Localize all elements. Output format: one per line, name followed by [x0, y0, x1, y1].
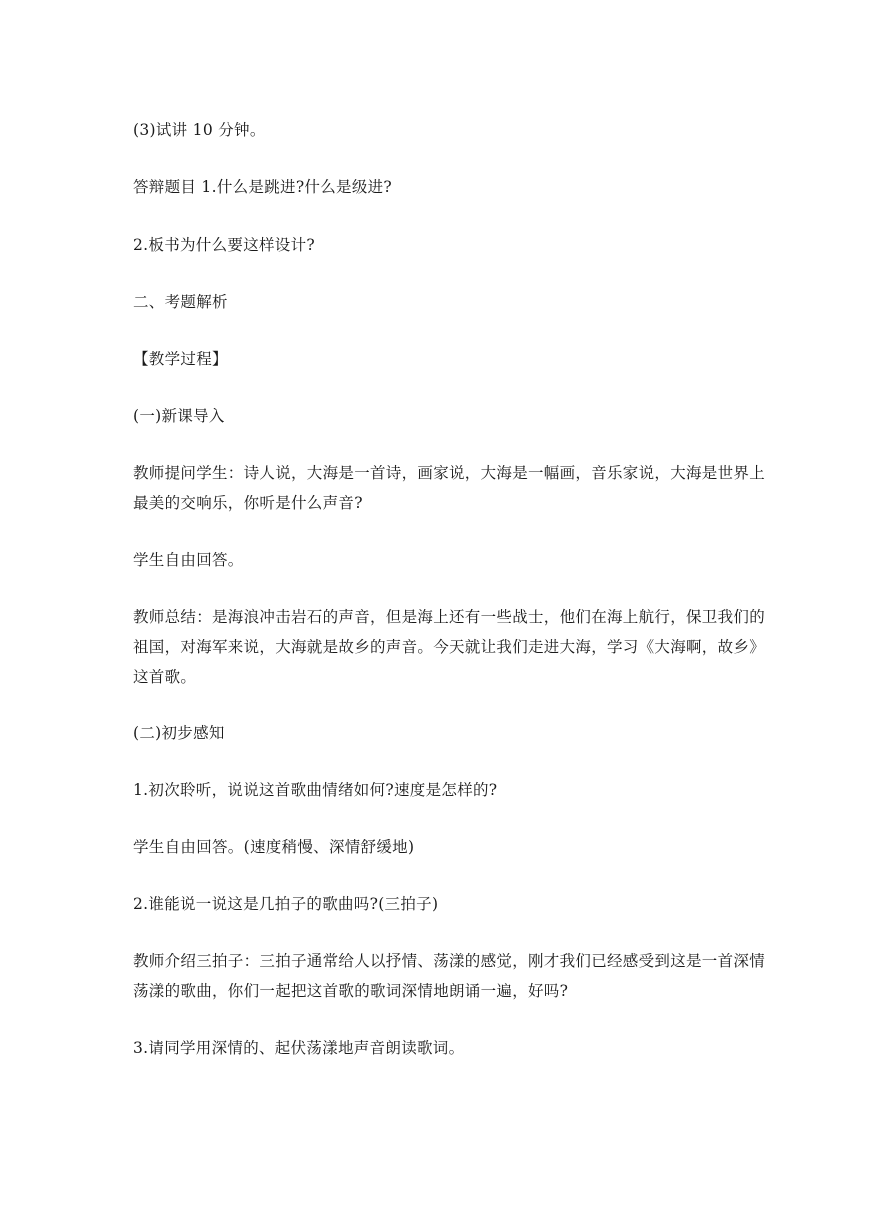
text-line: 【教学过程】	[133, 350, 228, 368]
subheading-initial-perception	[133, 718, 743, 748]
text-line: 最美的交响乐，你听是什么声音?	[133, 494, 363, 512]
text-line: 教师总结：是海浪冲击岩石的声音，但是海上还有一些战士，他们在海上航行，保卫我们的	[133, 608, 766, 626]
paragraph-meter-question	[133, 889, 743, 919]
text-line: 3.请同学用深情的、起伏荡漾地声音朗读歌词。	[133, 1039, 465, 1057]
section-heading-analysis	[133, 287, 743, 317]
text-line: 教师介绍三拍子：三拍子通常给人以抒情、荡漾的感觉，刚才我们已经感受到这是一首深情	[133, 952, 766, 970]
paragraph-read-lyrics	[133, 1033, 743, 1063]
text-line: 荡漾的歌曲，你们一起把这首歌的歌词深情地朗诵一遍，好吗?	[133, 982, 569, 1000]
paragraph-defense-question-2	[133, 230, 743, 260]
paragraph-student-answer	[133, 545, 743, 575]
text-line: 祖国，对海军来说，大海就是故乡的声音。今天就让我们走进大海，学习《大海啊，故乡》	[133, 638, 766, 656]
paragraph-triple-meter-intro	[133, 946, 766, 1006]
text-line: 2.板书为什么要这样设计?	[133, 236, 315, 254]
text-line: 2.谁能说一说这是几拍子的歌曲吗?(三拍子)	[133, 895, 439, 913]
text-line: (一)新课导入	[133, 407, 225, 425]
text-line: 1.初次聆听，说说这首歌曲情绪如何?速度是怎样的?	[133, 781, 498, 799]
text-line: 教师提问学生：诗人说，大海是一首诗，画家说，大海是一幅画，音乐家说，大海是世界上	[133, 464, 766, 482]
paragraph-trial-lecture	[133, 115, 743, 145]
paragraph-teacher-summary	[133, 602, 766, 692]
section-heading-teaching-process	[133, 344, 743, 374]
text-line: 二、考题解析	[133, 293, 228, 311]
text-line: 学生自由回答。(速度稍慢、深情舒缓地)	[133, 838, 415, 856]
paragraph-defense-question-1	[133, 172, 743, 202]
text-line: 学生自由回答。	[133, 551, 244, 569]
text-line: (二)初步感知	[133, 724, 225, 742]
text-line: 这首歌。	[133, 668, 197, 686]
subheading-new-lesson-intro	[133, 401, 743, 431]
paragraph-student-answer-speed	[133, 832, 743, 862]
paragraph-first-listening	[133, 775, 743, 805]
text-line: (3)试讲 10 分钟。	[133, 121, 266, 139]
paragraph-teacher-question	[133, 458, 766, 518]
text-line: 答辩题目 1.什么是跳进?什么是级进?	[133, 178, 393, 196]
